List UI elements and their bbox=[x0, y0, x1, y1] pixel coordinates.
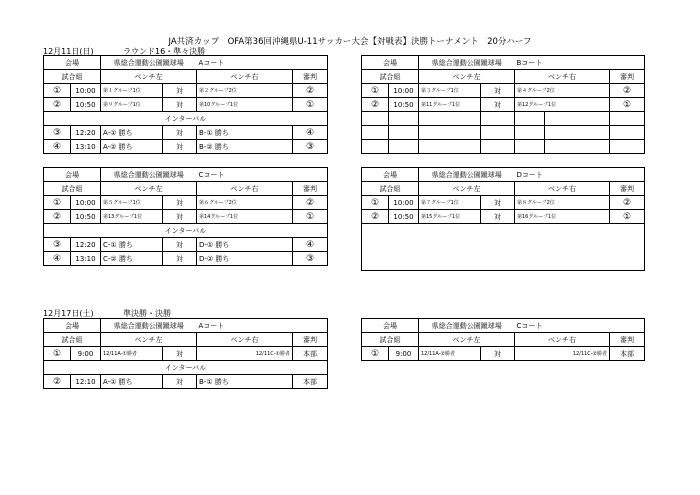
empty-row bbox=[362, 224, 645, 271]
venue-name: 県総合運動公園蹴球場 bbox=[419, 319, 515, 333]
bench-right-label: ベンチ右 bbox=[515, 182, 610, 196]
interval-label: インターバル bbox=[44, 112, 328, 126]
schedule-table-c-r16 bbox=[43, 167, 328, 266]
match-label: 試合組 bbox=[362, 333, 419, 347]
bench-right-label: ベンチ右 bbox=[515, 70, 610, 84]
court-name: Cコート bbox=[197, 168, 328, 182]
match-row: ② 10:50 第９グループ1位 対 第10グループ1位 ① bbox=[44, 98, 328, 112]
venue-label: 会場 bbox=[44, 56, 101, 70]
venue-label: 会場 bbox=[44, 319, 101, 333]
match-row: ② 12:10 A-① 勝ち 対 B-① 勝ち 本部 bbox=[44, 375, 328, 389]
referee-label: 審判 bbox=[610, 333, 645, 347]
court-name: Aコート bbox=[197, 56, 328, 70]
match-row: ① 9:00 12/11A-②勝者 対 12/11C-②勝者 本部 bbox=[362, 347, 645, 361]
venue-name: 県総合運動公園蹴球場 bbox=[419, 56, 515, 70]
match-row: ③ 12:20 C-① 勝ち 対 D-① 勝ち ④ bbox=[44, 238, 328, 252]
bench-left-label: ベンチ左 bbox=[101, 333, 197, 347]
match-row: ① 10:00 第７グループ1位 対 第８グループ2位 ② bbox=[362, 196, 645, 210]
empty-row bbox=[362, 126, 645, 140]
venue-name: 県総合運動公園蹴球場 bbox=[101, 56, 197, 70]
schedule-table-a-r16 bbox=[43, 55, 328, 154]
venue-name: 県総合運動公園蹴球場 bbox=[101, 319, 197, 333]
bench-left-label: ベンチ左 bbox=[101, 182, 197, 196]
match-row: ③ 12:20 A-① 勝ち 対 B-① 勝ち ④ bbox=[44, 126, 328, 140]
interval-label: インターバル bbox=[44, 224, 328, 238]
bench-right-label: ベンチ右 bbox=[515, 333, 610, 347]
referee-label: 審判 bbox=[293, 333, 328, 347]
schedule-table-d-r16 bbox=[361, 167, 645, 271]
match-label: 試合組 bbox=[362, 182, 419, 196]
venue-label: 会場 bbox=[362, 319, 419, 333]
bench-right-label: ベンチ右 bbox=[197, 70, 293, 84]
schedule-table-a-final bbox=[43, 318, 328, 389]
match-row: ② 10:50 第15グループ1位 対 第16グループ1位 ① bbox=[362, 210, 645, 224]
match-row: ① 10:00 第３グループ1位 対 第４グループ2位 ② bbox=[362, 84, 645, 98]
referee-label: 審判 bbox=[610, 182, 645, 196]
match-label: 試合組 bbox=[44, 333, 101, 347]
venue-label: 会場 bbox=[362, 56, 419, 70]
court-name: Dコート bbox=[515, 168, 645, 182]
schedule-table-b-r16 bbox=[361, 55, 645, 154]
referee-label: 審判 bbox=[293, 182, 328, 196]
venue-name: 県総合運動公園蹴球場 bbox=[419, 168, 515, 182]
day1-date: 12月11日(日) bbox=[43, 47, 94, 56]
interval-label: インターバル bbox=[44, 361, 328, 375]
referee-label: 審判 bbox=[293, 70, 328, 84]
bench-left-label: ベンチ左 bbox=[419, 333, 515, 347]
bench-right-label: ベンチ右 bbox=[197, 333, 293, 347]
match-row: ② 10:50 第13グループ1位 対 第14グループ1位 ① bbox=[44, 210, 328, 224]
day2-round: 準決勝・決勝 bbox=[123, 309, 171, 318]
court-name: Aコート bbox=[197, 319, 328, 333]
bench-right-label: ベンチ右 bbox=[197, 182, 293, 196]
match-row: ④ 13:10 A-② 勝ち 対 B-② 勝ち ③ bbox=[44, 140, 328, 154]
referee-label: 審判 bbox=[610, 70, 645, 84]
match-label: 試合組 bbox=[44, 70, 101, 84]
match-row: ① 9:00 12/11A-①勝者 対 12/11C-①勝者 本部 bbox=[44, 347, 328, 361]
match-label: 試合組 bbox=[44, 182, 101, 196]
match-row: ① 10:00 第１グループ1位 対 第２グループ2位 ② bbox=[44, 84, 328, 98]
match-row: ① 10:00 第５グループ1位 対 第６グループ2位 ② bbox=[44, 196, 328, 210]
match-row: ② 10:50 第11グループ1位 対 第12グループ1位 ① bbox=[362, 98, 645, 112]
bench-left-label: ベンチ左 bbox=[419, 70, 515, 84]
bench-left-label: ベンチ左 bbox=[101, 70, 197, 84]
match-row: ④ 13:10 C-② 勝ち 対 D-② 勝ち ③ bbox=[44, 252, 328, 266]
venue-label: 会場 bbox=[44, 168, 101, 182]
empty-row bbox=[362, 140, 645, 154]
venue-label: 会場 bbox=[362, 168, 419, 182]
day1-round: ラウンド16・準々決勝 bbox=[123, 47, 206, 56]
bench-left-label: ベンチ左 bbox=[419, 182, 515, 196]
page-title: JA共済カップ OFA第36回沖縄県U-11サッカー大会【対戦表】決勝トーナメント 20分ハーフ bbox=[168, 37, 532, 47]
court-name: Cコート bbox=[515, 319, 645, 333]
match-label: 試合組 bbox=[362, 70, 419, 84]
day2-date: 12月17日(土) bbox=[43, 309, 94, 318]
empty-row bbox=[362, 112, 645, 126]
schedule-table-c-final bbox=[361, 318, 645, 361]
court-name: Bコート bbox=[515, 56, 645, 70]
venue-name: 県総合運動公園蹴球場 bbox=[101, 168, 197, 182]
